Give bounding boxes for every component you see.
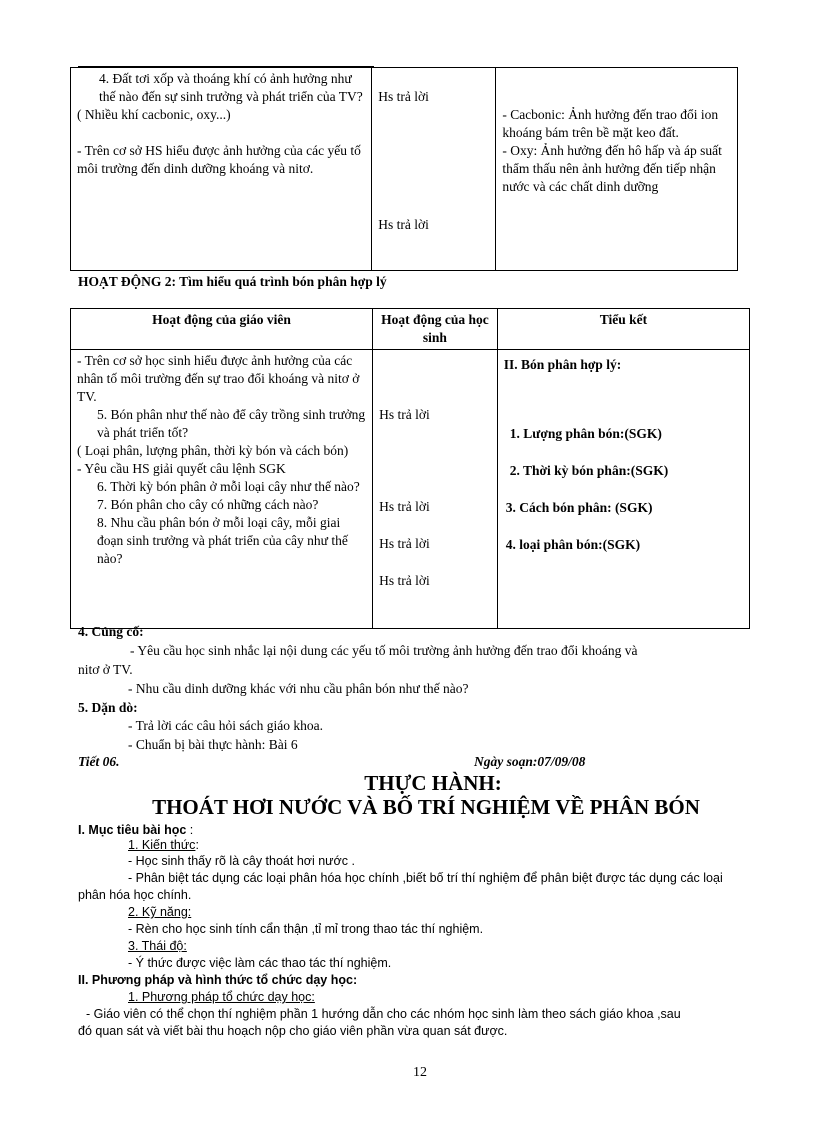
header-summary: Tiểu kết [497, 309, 749, 350]
question-4-hint: ( Nhiều khí cacbonic, oxy...) [77, 107, 231, 122]
methods-title: II. Phương pháp và hình thức tổ chức dạy học: [78, 973, 358, 987]
question-5: 5. Bón phân như thế nào để cây trồng sinh trưởng và phát triển tốt? [97, 407, 366, 440]
student-cell [372, 68, 496, 271]
consolidation-line: - Nhu cầu dinh dưỡng khác với nhu cầu phân bón như thế nào? [128, 681, 469, 696]
objectives-title: I. Mục tiêu bài học [78, 823, 187, 837]
table-row [71, 350, 750, 629]
homework-title: 5. Dặn dò: [78, 700, 138, 715]
summary-cacbonic: - Cacbonic: Ảnh hưởng đến trao đổi ion khoáng bám trên bề mặt keo đất. [502, 107, 719, 140]
skill-line: - Rèn cho học sinh tính cẩn thận ,tỉ mỉ trong thao tác thí nghiệm. [128, 922, 484, 936]
homework-line: - Chuẩn bị bài thực hành: Bài 6 [128, 737, 298, 752]
question-8: 8. Nhu cầu phân bón ở mỗi loại cây, mỗi giai đoạn sinh trưởng và phát triển của cây như thế nào? [97, 515, 348, 566]
homework-line: - Trả lời các câu hỏi sách giáo khoa. [128, 718, 323, 733]
skill-label: 2. Kỹ năng: [128, 905, 192, 919]
summary-cell [496, 68, 738, 271]
question-4: 4. Đất tơi xốp và thoáng khí có ảnh hưởng như thế nào đến sự sinh trưởng và phát triển của TV? [99, 71, 363, 104]
knowledge-line: - Học sinh thấy rõ là cây thoát hơi nước . [128, 854, 355, 868]
consolidation-title: 4. Củng cố: [78, 624, 144, 639]
teacher-request: - Yêu cầu HS giải quyết câu lệnh SGK [77, 461, 286, 476]
question-7: 7. Bón phân cho cây có những cách nào? [97, 497, 319, 512]
table-row [71, 68, 738, 271]
knowledge-line: - Phân biệt tác dụng các loại phân hóa học chính ,biết bố trí thí nghiệm để phân biệt được tác dụng các loại [128, 871, 723, 885]
question-5-hint: ( Loại phân, lượng phân, thời kỳ bón và cách bón) [77, 443, 349, 458]
question-6: 6. Thời kỳ bón phân ở mỗi loại cây như thế nào? [97, 479, 360, 494]
page-number: 12 [413, 1065, 427, 1080]
summary-item-4: 4. loại phân bón:(SGK) [505, 537, 641, 552]
summary-title: II. Bón phân hợp lý: [503, 357, 622, 372]
table-header-row [71, 309, 750, 350]
teacher-cell [71, 350, 373, 629]
page-title: THỰC HÀNH: [364, 771, 502, 795]
student-answer: Hs trả lời [379, 499, 430, 514]
teacher-note: - Trên cơ sở HS hiểu được ảnh hưởng của các yếu tố môi trường đến dinh dưỡng khoáng và nitơ. [77, 143, 361, 176]
header-teacher: Hoạt động của giáo viên [71, 309, 373, 350]
objectives-title-suffix: : [189, 823, 194, 837]
teacher-intro: - Trên cơ sở học sinh hiểu được ảnh hưởng của các nhân tố môi trường đến sự trao đổi khoáng và nitơ ở TV. [77, 353, 360, 404]
knowledge-line: phân hóa học chính. [78, 888, 192, 902]
knowledge-suffix: : [195, 838, 199, 852]
summary-item-3: 3. Cách bón phân: (SGK) [505, 500, 653, 515]
attitude-line: - Ý thức được việc làm các thao tác thí nghiệm. [128, 956, 392, 970]
consolidation-line: nitơ ở TV. [78, 662, 133, 677]
student-answer: Hs trả lời [378, 217, 429, 232]
attitude-label: 3. Thái độ: [128, 939, 187, 953]
header-student: Hoạt động của học sinh [373, 309, 498, 350]
student-answer: Hs trả lời [379, 536, 430, 551]
summary-item-1: 1. Lượng phân bón:(SGK) [509, 426, 662, 441]
teacher-cell [71, 68, 372, 271]
student-cell [373, 350, 498, 629]
methods-line: - Giáo viên có thể chọn thí nghiệm phần 1 hướng dẫn cho các nhóm học sinh làm theo sách giáo khoa ,sau [86, 1007, 681, 1021]
summary-cell [497, 350, 749, 629]
student-answer: Hs trả lời [379, 407, 430, 422]
activity-2-title: HOẠT ĐỘNG 2: Tìm hiểu quá trình bón phân hợp lý [78, 274, 387, 289]
table-activity-2 [70, 308, 750, 629]
methods-sub-label: 1. Phương pháp tổ chức dạy học: [128, 990, 315, 1004]
consolidation-line: - Yêu cầu học sinh nhắc lại nội dung các yếu tố môi trường ảnh hưởng đến trao đổi khoáng và [130, 643, 638, 658]
summary-item-2: 2. Thời kỳ bón phân:(SGK) [509, 463, 669, 478]
methods-line: đó quan sát và viết bài thu hoạch nộp cho giáo viên phần vừa quan sát được. [78, 1024, 508, 1038]
student-answer: Hs trả lời [378, 89, 429, 104]
knowledge-label: 1. Kiến thức [128, 838, 196, 852]
summary-oxy: - Oxy: Ảnh hưởng đến hô hấp và áp suất thẩm thấu nên ảnh hưởng đến tiếp nhận nước và các chất dinh dưỡng [502, 143, 722, 194]
page-subtitle: THOÁT HƠI NƯỚC VÀ BỐ TRÍ NGHIỆM VỀ PHÂN BÓN [152, 795, 700, 819]
student-answer: Hs trả lời [379, 573, 430, 588]
table-activity-1-continued [70, 67, 738, 271]
prep-date: Ngày soạn:07/09/08 [474, 754, 586, 769]
lesson-number: Tiết 06. [78, 754, 120, 769]
